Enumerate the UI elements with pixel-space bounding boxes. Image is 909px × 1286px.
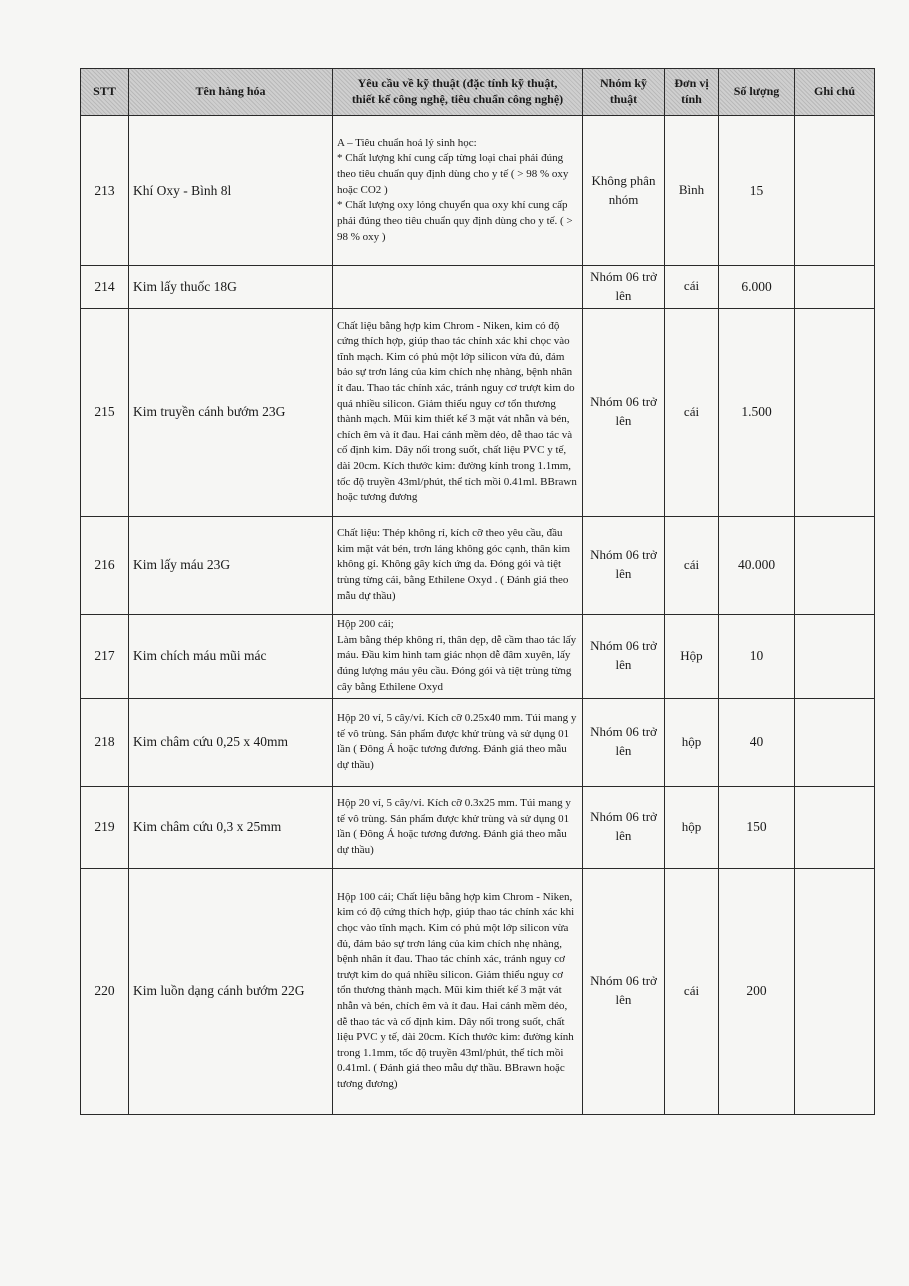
header-group-line1: Nhóm kỹ <box>599 76 647 91</box>
row-unit: cái <box>665 308 719 516</box>
row-stt: 219 <box>81 786 129 868</box>
table-row <box>81 698 875 786</box>
equipment-table <box>80 68 875 1115</box>
row-quantity: 200 <box>719 868 795 1114</box>
row-item-name: Kim truyền cánh bướm 23G <box>129 308 333 516</box>
row-item-name: Kim chích máu mũi mác <box>129 614 333 698</box>
row-technical-group: Nhóm 06 trở lên <box>583 516 665 614</box>
row-note <box>795 116 875 266</box>
row-technical-group: Nhóm 06 trở lên <box>583 614 665 698</box>
row-quantity: 150 <box>719 786 795 868</box>
header-group <box>583 69 665 116</box>
header-requirements <box>333 69 583 116</box>
row-note <box>795 868 875 1114</box>
requirement-text: * Chất lượng khí cung cấp từng loại chai phải đúng theo tiêu chuẩn quy định dùng cho y tế ( > 98 % oxy hoặc CO2 ) <box>337 152 569 196</box>
table-row <box>81 786 875 868</box>
requirement-text: Hộp 200 cái; <box>337 618 394 631</box>
requirement-text: Chất liệu bằng hợp kim Chrom - Niken, kim có độ cứng thích hợp, giúp thao tác chính xác khi chọc vào tĩnh mạch. Kim có phủ một lớp silicon vừa đủ, đảm bảo sự trơn láng của kim chích nhẹ nhàng, bệnh nhân ít đau. Thao tác chính xác, tránh nguy cơ trượt kim do quá nhiều silicon. Giảm thiểu nguy cơ tổn thương thành mạch. Mũi kim thiết kế 3 mặt vát nhẫn và bén, chích êm và ít đau. Hai cánh mềm dẻo, dễ thao tác và cố định kim. Dây nối trong suốt, chất liệu PVC y tế, dài 20cm. Kích thước kim: đường kính trong 1.1mm, tốc độ truyền 43ml/phút, thể tích mồi 0.41ml. BBrawn hoặc tương đương <box>337 319 577 504</box>
header-stt: STT <box>81 69 129 116</box>
header-unit <box>665 69 719 116</box>
row-stt: 218 <box>81 698 129 786</box>
row-quantity: 6.000 <box>719 266 795 309</box>
row-unit: Hộp <box>665 614 719 698</box>
header-unit-line2: tính <box>681 92 702 106</box>
header-name: Tên hàng hóa <box>129 69 333 116</box>
row-quantity: 15 <box>719 116 795 266</box>
table-body <box>81 116 875 1115</box>
row-stt: 213 <box>81 116 129 266</box>
row-note <box>795 308 875 516</box>
row-unit: hộp <box>665 698 719 786</box>
row-note <box>795 266 875 309</box>
row-item-name: Kim lấy máu 23G <box>129 516 333 614</box>
row-unit: cái <box>665 868 719 1114</box>
row-technical-group: Nhóm 06 trở lên <box>583 868 665 1114</box>
table-row <box>81 868 875 1114</box>
row-technical-group: Nhóm 06 trở lên <box>583 266 665 309</box>
row-requirements <box>333 308 583 516</box>
requirement-text: * Chất lượng oxy lỏng chuyển qua oxy khí cung cấp phải đúng theo tiêu chuẩn quy định dùng cho y tế. ( > 98 % oxy ) <box>337 199 573 243</box>
row-note <box>795 614 875 698</box>
table-row <box>81 116 875 266</box>
header-quantity: Số lượng <box>719 69 795 116</box>
table-row <box>81 516 875 614</box>
header-group-line2: thuật <box>609 92 638 106</box>
row-stt: 220 <box>81 868 129 1114</box>
table-row <box>81 614 875 698</box>
row-item-name: Khí Oxy - Bình 8l <box>129 116 333 266</box>
row-unit: cái <box>665 266 719 309</box>
requirement-text: Hộp 100 cái; Chất liệu bằng hợp kim Chrom - Niken, kim có độ cứng thích hợp, giúp thao tác chính xác khi chọc vào tĩnh mạch. Kim có phủ một lớp silicon vừa đủ, đảm bảo sự trơn láng của kim chích nhẹ nhàng, bệnh nhân ít đau. Thao tác chính xác, tránh nguy cơ trượt kim do quá nhiều silicon. Giảm thiểu nguy cơ tổn thương thành mạch. Mũi kim thiết kế 3 mặt vát nhẫn và bén, chích êm và ít đau. Hai cánh mềm dẻo, dễ thao tác và cố định kim. Dây nối trong suốt, chất liệu PVC y tế, dài 20cm. Kích thước kim: đường kính trong 1.1mm, tốc độ truyền 43ml/phút, thể tích mồi 0.41ml. ( Đánh giá theo mẫu dự thầu. BBrawn hoặc tương đương) <box>337 890 575 1091</box>
row-requirements <box>333 266 583 309</box>
table-header-row <box>81 69 875 116</box>
row-quantity: 40.000 <box>719 516 795 614</box>
requirement-text: A – Tiêu chuẩn hoá lý sinh học: <box>337 136 477 149</box>
header-requirements-line1: Yêu cầu về kỹ thuật (đặc tính kỹ thuật, <box>357 76 558 91</box>
header-note: Ghi chú <box>795 69 875 116</box>
requirement-text: Chất liệu: Thép không rỉ, kích cỡ theo yêu cầu, đầu kim mặt vát bén, trơn láng không góc cạnh, thân kim không gỉ. Không gây kích ứng da. Đóng gói và tiệt trùng từng cái, bằng Ethilene Oxyd . ( Đánh giá theo mẫu dự thầu) <box>337 527 571 602</box>
row-stt: 216 <box>81 516 129 614</box>
row-item-name: Kim châm cứu 0,3 x 25mm <box>129 786 333 868</box>
header-unit-line1: Đơn vị <box>674 76 709 91</box>
row-requirements <box>333 516 583 614</box>
row-note <box>795 516 875 614</box>
header-requirements-line2: thiết kế công nghệ, tiêu chuẩn công nghệ) <box>351 92 564 106</box>
row-quantity: 1.500 <box>719 308 795 516</box>
row-unit: Bình <box>665 116 719 266</box>
row-technical-group: Nhóm 06 trở lên <box>583 308 665 516</box>
row-requirements <box>333 614 583 698</box>
row-requirements <box>333 786 583 868</box>
requirement-text: Hộp 20 vỉ, 5 cây/vỉ. Kích cỡ 0.25x40 mm. Túi mang y tế vô trùng. Sản phẩm được khử trùng và sử dụng 01 lần ( Đông Á hoặc tương đương. Đánh giá theo mẫu dự thầu) <box>337 711 577 771</box>
row-requirements <box>333 868 583 1114</box>
row-quantity: 40 <box>719 698 795 786</box>
row-item-name: Kim lấy thuốc 18G <box>129 266 333 309</box>
row-technical-group: Nhóm 06 trở lên <box>583 786 665 868</box>
table-row <box>81 266 875 309</box>
row-quantity: 10 <box>719 614 795 698</box>
row-requirements <box>333 116 583 266</box>
row-unit: hộp <box>665 786 719 868</box>
row-stt: 214 <box>81 266 129 309</box>
row-requirements <box>333 698 583 786</box>
row-note <box>795 786 875 868</box>
row-item-name: Kim châm cứu 0,25 x 40mm <box>129 698 333 786</box>
row-stt: 217 <box>81 614 129 698</box>
row-unit: cái <box>665 516 719 614</box>
requirement-text: Làm bằng thép không rỉ, thân dẹp, dễ cầm thao tác lấy máu. Đầu kim hình tam giác nhọn dễ đâm xuyên, lấy đúng lượng máu yêu cầu. Đóng gói và tiệt trùng từng cây bằng Ethilene Oxyd <box>337 633 577 693</box>
requirement-text: Hộp 20 vỉ, 5 cây/vỉ. Kích cỡ 0.3x25 mm. Túi mang y tế vô trùng. Sản phẩm được khử trùng và sử dụng 01 lần ( Đông Á hoặc tương đương. Đánh giá theo mẫu dự thầu) <box>337 796 571 856</box>
row-technical-group: Không phân nhóm <box>583 116 665 266</box>
row-stt: 215 <box>81 308 129 516</box>
table-row <box>81 308 875 516</box>
row-note <box>795 698 875 786</box>
row-technical-group: Nhóm 06 trở lên <box>583 698 665 786</box>
row-item-name: Kim luồn dạng cánh bướm 22G <box>129 868 333 1114</box>
